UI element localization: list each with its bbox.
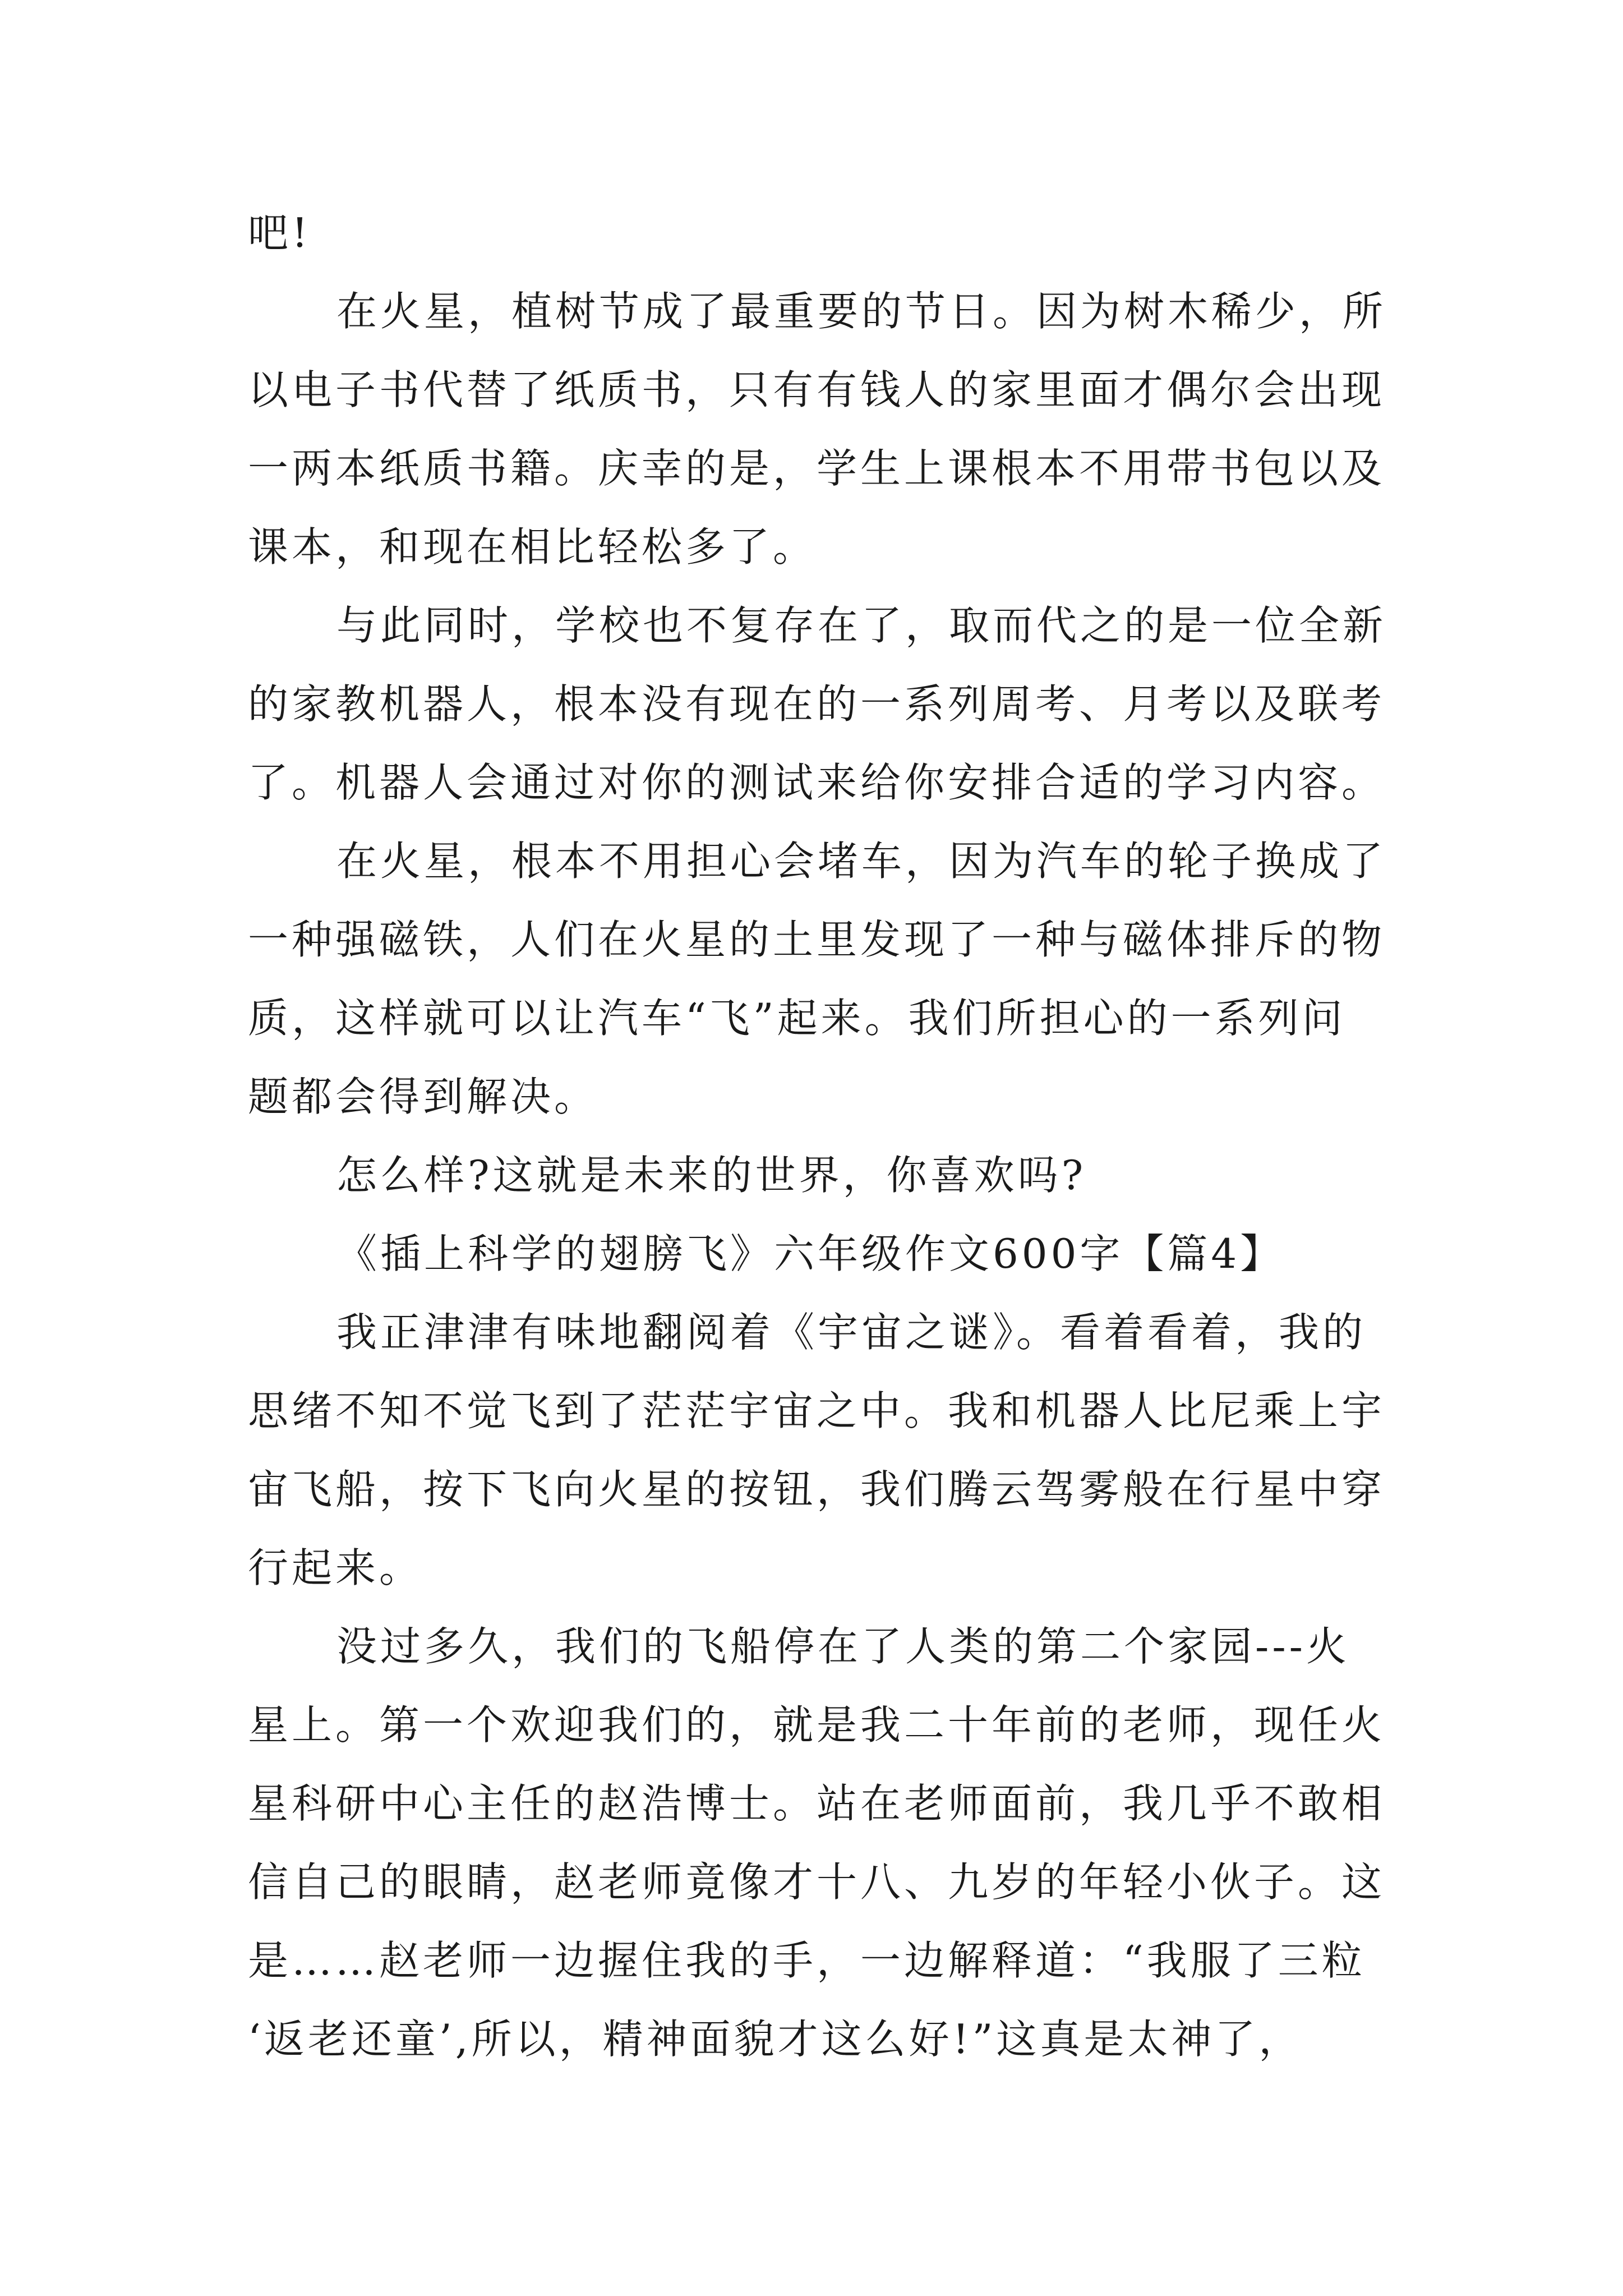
text-line: 思绪不知不觉飞到了茫茫宇宙之中。我和机器人比尼乘上宇: [248, 1387, 1386, 1434]
text-line: 是……赵老师一边握住我的手，一边解释道：“我服了三粒: [248, 1937, 1366, 1984]
text-line: 星上。第一个欢迎我们的，就是我二十年前的老师，现任火: [248, 1701, 1386, 1749]
text-line: 质，这样就可以让汽车“飞”起来。我们所担心的一系列问: [248, 995, 1346, 1042]
section-heading: 《插上科学的翅膀飞》六年级作文600字【篇4】: [336, 1230, 1284, 1277]
text-line: 一两本纸质书籍。庆幸的是，学生上课根本不用带书包以及: [248, 445, 1386, 492]
text-line: 一种强磁铁，人们在火星的土里发现了一种与磁体排斥的物: [248, 916, 1386, 963]
text-line: 在火星，根本不用担心会堵车，因为汽车的轮子换成了: [336, 838, 1387, 885]
document-body: [248, 194, 1403, 2078]
text-line: 信自己的眼睛，赵老师竟像才十八、九岁的年轻小伙子。这: [248, 1858, 1386, 1906]
text-line: 以电子书代替了纸质书，只有有钱人的家里面才偶尔会出现: [248, 366, 1386, 413]
text-line: 与此同时，学校也不复存在了，取而代之的是一位全新: [336, 602, 1387, 649]
text-line: ‘返老还童’,所以，精神面貌才这么好!”这真是太神了，: [248, 2016, 1303, 2063]
text-line: 在火星，植树节成了最重要的节日。因为树木稀少，所: [336, 288, 1387, 335]
text-line: 题都会得到解决。: [248, 1073, 598, 1120]
text-line: 怎么样?这就是未来的世界，你喜欢吗?: [336, 1152, 1087, 1199]
text-line: 宙飞船，按下飞向火星的按钮，我们腾云驾雾般在行星中穿: [248, 1466, 1386, 1513]
text-line: 了。机器人会通过对你的测试来给你安排合适的学习内容。: [248, 759, 1386, 806]
text-line: 星科研中心主任的赵浩博士。站在老师面前，我几乎不敢相: [248, 1780, 1386, 1827]
text-line: 吧!: [248, 209, 311, 256]
text-line: 没过多久，我们的飞船停在了人类的第二个家园---火: [336, 1623, 1350, 1670]
text-line: 行起来。: [248, 1544, 423, 1591]
text-line: 我正津津有味地翻阅着《宇宙之谜》。看着看着，我的: [336, 1309, 1367, 1356]
text-line: 课本，和现在相比轻松多了。: [248, 523, 817, 570]
text-line: 的家教机器人，根本没有现在的一系列周考、月考以及联考: [248, 680, 1386, 728]
